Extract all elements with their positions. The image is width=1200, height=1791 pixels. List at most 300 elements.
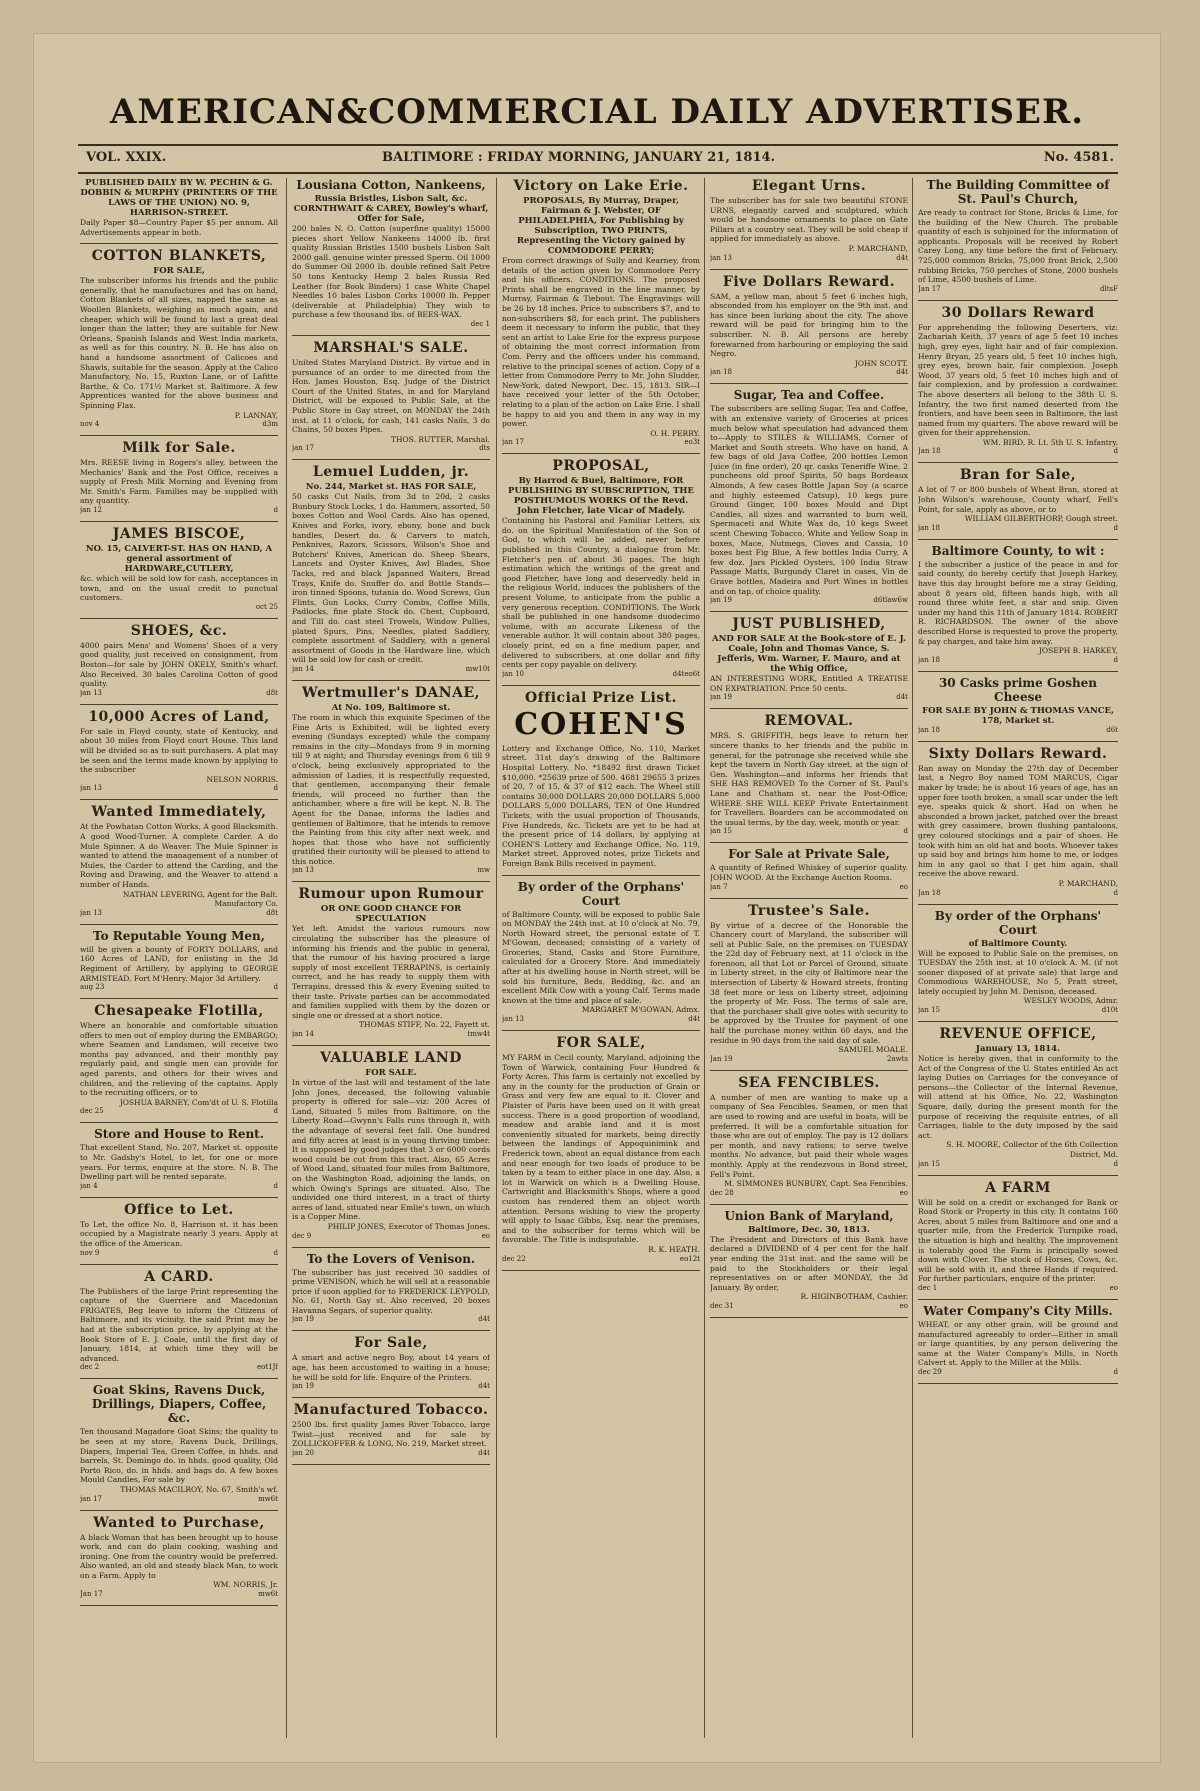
ad-signature: R. HIGINBOTHAM, Cashier. [800, 1292, 908, 1302]
ad-divider [80, 618, 278, 619]
ad-date: jan 13 [80, 688, 102, 697]
advertisement [292, 1335, 490, 1391]
ad-headline: To the Lovers of Venison. [306, 1251, 476, 1266]
ad-headline: VALUABLE LAND [320, 1050, 462, 1066]
ad-headline: By order of the Orphans' Court [517, 879, 685, 908]
ad-headline: Office to Let. [124, 1201, 234, 1218]
advertisement [292, 1050, 490, 1241]
ad-signature: NELSON NORRIS. [206, 774, 278, 784]
ad-headline: Five Dollars Reward. [722, 273, 896, 290]
advertisement [80, 1383, 278, 1503]
ad-body: That excellent Stand, No. 207, Market st. opposite to Mr. Gadsby's Hotel, to let, for one or more years. For terms, enquire at the store. N. B. The Dwelling part will be rented separate. [80, 1143, 278, 1182]
ad-footer [80, 784, 278, 793]
ad-code: d6t [1106, 725, 1118, 734]
ad-divider [710, 611, 908, 612]
ad-subheading: Russia Bristles, Lisbon Salt, &c. CORNTHWAIT & CAREY, Bowley's wharf, Offer for Sale, [293, 194, 489, 224]
advertisement [502, 458, 700, 679]
ad-footer [80, 420, 278, 429]
advertisement [918, 178, 1118, 294]
ad-signature: P. MARCHAND, [1058, 878, 1118, 888]
ad-date: Jan 18 [918, 888, 941, 897]
advertisement [710, 713, 908, 836]
ad-subheading: FOR SALE. [365, 1068, 417, 1078]
ad-signature: R. K. HEATH. [648, 1244, 700, 1254]
ad-body: of Baltimore County, will be exposed to public Sale on MONDAY the 24th inst. at 10 o'clock at No. 79, North Howard street, the personal estate of T. M'Gowan, deceased; consisting of a variety of Groceries, Stand, Casks and Store Furniture, calculated for a Grocery Store. And immediately after at his dwelling house in North street, will be sold his furniture, Beds, Bedding, &c. and an excellent Milk Cow with a young Calf. Terms made known at the time and place of sale. [502, 909, 700, 1005]
ad-headline: Official Prize List. [524, 689, 677, 706]
ad-footer [918, 447, 1118, 456]
ad-code: mw10t [465, 664, 490, 673]
ad-code: d [273, 1181, 278, 1190]
ad-date: Jan 18 [918, 447, 941, 456]
advertisement [710, 616, 908, 702]
ad-headline: Baltimore County, to wit : [931, 543, 1105, 558]
ad-footer [80, 983, 278, 992]
ad-headline: Chesapeake Flotilla, [94, 1003, 264, 1020]
ad-signature: NATHAN LEVERING, Agent for the Balt. Manufactory Co. [122, 889, 278, 909]
ad-headline: JAMES BISCOE, [112, 526, 246, 543]
ad-body: Ran away on Monday the 27th day of December last, a Negro Boy named TOM MARCUS, Cigar maker by trade; he is about 16 years of age, has an upper fore tooth broken, a small scar under the left eye, speaks quick & short. Had on when he absconded a brown jacket, patched over the breast with grey cassimere, brown flushing pantaloons, grey coloured stockings and a pair of shoes. He took with him an old hat and boots. Whoever takes up said boy and brings him home to me, or lodges him in any gaol so that I get him again, shall receive the above reward. [918, 763, 1118, 879]
ad-code: d [1113, 1367, 1118, 1376]
ad-date: nov 9 [80, 1248, 100, 1257]
ad-date: jan 4 [80, 1181, 98, 1190]
advertisement [918, 1304, 1118, 1377]
ad-footer [292, 665, 490, 674]
advertisement [292, 340, 490, 453]
ad-subheading: January 13, 1814. [975, 1044, 1061, 1055]
ad-code: d4t [688, 1015, 700, 1024]
advertisement [80, 929, 278, 992]
advertisement [710, 274, 908, 378]
advertisement [80, 709, 278, 794]
ad-divider [710, 1317, 908, 1318]
ad-code: eo [899, 1301, 908, 1310]
ad-code: d4t [896, 368, 908, 377]
ad-code: d [1113, 523, 1118, 532]
ad-date: dec 2 [80, 1363, 100, 1372]
advertisement [710, 178, 908, 263]
ad-headline: FOR SALE, [556, 1035, 646, 1052]
ad-headline: JUST PUBLISHED, [732, 616, 886, 633]
ad-headline: 30 Dollars Reward [941, 304, 1095, 321]
ad-headline: Manufactured Tobacco. [293, 1402, 489, 1419]
ad-divider [918, 741, 1118, 742]
ad-code: 2awts [886, 1054, 908, 1063]
ad-footer [292, 444, 490, 453]
ad-date: jan 12 [80, 506, 102, 515]
ad-body: Daily Paper $8—Country Paper $5 per annum. All Advertisements appear in both. [80, 218, 278, 237]
ad-divider [710, 1070, 908, 1071]
ad-code: tmw4t [467, 1030, 490, 1038]
ad-code: d [1113, 1159, 1118, 1168]
ad-divider [292, 1330, 490, 1331]
ad-divider [918, 1299, 1118, 1300]
ad-code: d [273, 784, 278, 793]
ad-body: For apprehending the following Deserters, viz: Zachariah Keith, 37 years of age 5 feet 10 inches high, grey eyes, light hair and of fair complexion. Henry Bryan, 25 years old, 5 feet 10 inches high, grey eyes, brown hair, fair complexion. Joseph Wood, 37 years old, 5 feet 10 inches high and of fair complexion, and by profession a cordwainer. The above deserters all belong to the 38th U. S. Infantry, the two first named deserted from the frontiers, and have been seen in Baltimore, the last named from my quarters. The above reward will be given for their apprehension. [918, 322, 1118, 438]
ad-body: The subscriber has just received 30 saddles of prime VENISON, which he will sell at a reasonable price if soon applied for to FREDERICK LEYPOLD, No. 61, North Gay st. Also received, 20 boxes Havanna Segars, of superior quality. [292, 1267, 490, 1315]
column-3 [502, 178, 700, 1738]
ad-divider [918, 904, 1118, 905]
ad-headline: Goat Skins, Ravens Duck, Drillings, Diapers, Coffee, &c. [91, 1383, 267, 1426]
ad-date: jan 19 [710, 693, 732, 702]
ad-body: Will be sold on a credit or exchanged for Bank or Road Stock or Property in this city. It contains 160 Acres, about 5 miles from Baltimore and one and a quarter mile, from the Frederick Turnpike road, the situation is high and healthy. The improvement is tolerably good the Farm is principally sowed down with Clover. The stock of Horses, Cows, &c. will be sold with it, and three Hands if required. For further particulars, enquire of the printer. [918, 1197, 1118, 1284]
ad-body: &c. which will be sold low for cash, acceptances in town, and on the usual credit to punctual customers. [80, 574, 278, 603]
ad-divider [502, 1030, 700, 1031]
advertisement [292, 1402, 490, 1458]
ad-signature: THOMAS STIFF, No. 22, Fayett st. [359, 1020, 490, 1030]
ad-signature: P. MARCHAND, [848, 243, 908, 253]
ad-body: At the Powhatan Cotton Works, A good Blacksmith. A good Wood-Turner. A complete Carder. A do Mule Spinner. A do Weaver. The Mule Spinner is wanted to attend the management of a number of Mules, the Carder to attend the Carding, and the Roving and Drawing, and the Weaver to attend a number of Hands. [80, 822, 278, 889]
ad-signature: S. H. MOORE, Collector of the 6th Collection District, Md. [946, 1140, 1118, 1159]
ad-headline: Victory on Lake Erie. [513, 178, 689, 194]
ad-body: By virtue of a decree of the Honorable the Chancery court of Maryland, the subscriber will sell at Public Sale, on the premises on TUESDAY the 22d day of February next, at 11 o'clock in the forenoon, all that Lot or Parcel of Ground, situate in Liberty street, in the city of Baltimore near the intersection of Liberty & Howard streets, fronting 38 feet more or less on Liberty street, adjoining the property of Mr. Foss. The terms of sale are, that the purchaser shall give notes with security to be approved by the Trustee for payment of one half the purchase money within 60 days, and the residue in 90 days from the said day of sale. [710, 920, 908, 1045]
ad-body: Will be exposed to Public Sale on the premises, on TUESDAY the 25th inst. at 10 o'clock A. M. (if not sooner disposed of at private sale) that large and Commodious WAREHOUSE, No 5, Pratt street, lately occupied by John M. Denison, deceased. [918, 948, 1118, 996]
ad-headline: REVENUE OFFICE, [939, 1026, 1097, 1043]
ad-body: WHEAT, or any other grain, will be ground and manufactured agreeably to order—Either in small or large quantities, by any person delivering the same at the Water Company's Mills, in North Calvert st. Apply to the Miller at the Mills. [918, 1319, 1118, 1368]
ad-headline: Wanted Immediately, [91, 804, 267, 821]
advertisement [292, 464, 490, 674]
ad-date: jan 17 [292, 444, 314, 453]
ad-signature: JOHN SCOTT. [854, 358, 908, 368]
ad-headline: Rumour upon Rumour [298, 886, 484, 903]
advertisement [80, 1269, 278, 1373]
ad-code: d [273, 983, 278, 992]
ad-headline: Milk for Sale. [122, 440, 236, 457]
ad-signature: WM. NORRIS, Jr. [213, 1580, 278, 1590]
ad-date: dec 1 [918, 1283, 938, 1292]
ad-footer [80, 1363, 278, 1372]
ad-date: jan 7 [710, 882, 728, 891]
advertisement [80, 623, 278, 698]
column-1 [80, 178, 278, 1738]
ad-subheading: FOR SALE, [153, 266, 205, 277]
ad-headline: Bran for Sale, [959, 467, 1077, 484]
ad-body: In virtue of the last will and testament of the late John Jones, deceased, the following valuable property is offered for sale—viz: 200 Acres of Land, Situated 5 miles from Baltimore, on the Liberty Road—Gwynn's Falls runs through it, with the advantage of several feet fall. One hundred and fifty acres at least is in young thriving timber. It is supposed by good judges that 3 or 6000 cords wood could be cut from this tract. Also, 65 Acres of Wood Land, situated four miles from Baltimore, on the Washington Road, adjoining the lands, on which Owing's Springs are situated. Also, The undivided one third interest, in a tract of thirty acres of land, situated near Emlie's town, on which is a Copper Mine. [292, 1078, 490, 1222]
ad-divider [292, 459, 490, 460]
ad-headline: SEA FENCIBLES. [738, 1074, 880, 1091]
ad-divider [80, 998, 278, 999]
advertisement [710, 1209, 908, 1311]
ad-code: dec 1 [470, 319, 490, 328]
advertisement [292, 886, 490, 1039]
masthead-title: AMERICAN&COMMERCIAL DAILY ADVERTISER. [109, 92, 1085, 132]
ad-footer [710, 1055, 908, 1064]
ad-date: dec 31 [710, 1301, 734, 1310]
masthead-rule-top [78, 144, 1118, 146]
ad-divider [292, 335, 490, 336]
advertisement [80, 526, 278, 612]
ad-date: jan 17 [80, 1494, 102, 1503]
ad-headline: Wanted to Purchase, [93, 1514, 265, 1531]
ad-signature: PHILIP JONES, Executor of Thomas Jones. [327, 1221, 490, 1231]
ad-code: eo [899, 882, 908, 891]
ad-code: mw6t [258, 1590, 278, 1599]
ad-divider [502, 875, 700, 876]
ad-footer [292, 866, 490, 875]
ad-divider [918, 539, 1118, 540]
ad-footer [80, 1182, 278, 1191]
ad-divider [80, 521, 278, 522]
ad-footer [292, 1030, 490, 1039]
ad-divider [80, 435, 278, 436]
ad-subheading: FOR SALE BY JOHN & THOMAS VANCE, 178, Market st. [922, 705, 1114, 726]
ad-body: The subscriber has for sale two beautiful STONE URNS, elegantly carved and sculptured, which would be handsome ornaments to place on Gate Pillars at a country seat. They will be sold cheap if applied for immediately as above. [710, 196, 908, 244]
column-4 [710, 178, 908, 1738]
ad-code: d4t [896, 253, 908, 262]
ad-footer [80, 689, 278, 698]
ad-divider [710, 383, 908, 384]
ad-footer [918, 656, 1118, 665]
ad-footer [292, 1232, 490, 1241]
ad-body: MY FARM in Cecil county, Maryland, adjoining the Town of Warwick, containing Four Hundred & Forty Acres. This farm is certainly not excelled by any in the county for the production of Grain or Grass and very few are equal to it. Clover and Plaister of Paris have been used on it with great success. There is a good proportion of woodland, meadow and arable land and it is most conveniently situated for markets, being directly between the landings of Appoquinimink and Frederick town, about an equal distance from each and near enough for two loads of produce to be taken by a team to either place in one day. Also, a lot in Warwick on which is a Dwelling House, Cartwright and Blacksmith's Shops, where a good custom has rendered them an object worth attention. Persons wishing to view the property will apply to Isaac Gibbs, Esq. near the premises, and to the subscriber for terms which will be favorable. The Title is indisputable. [502, 1053, 700, 1245]
ad-divider [292, 680, 490, 681]
ad-footer [292, 1315, 490, 1324]
ad-headline: Lemuel Ludden, jr. [312, 464, 470, 481]
advertisement [710, 903, 908, 1064]
ad-footer [80, 603, 278, 612]
advertisement [80, 1202, 278, 1258]
ad-headline: COTTON BLANKETS, [91, 248, 267, 265]
ad-divider [80, 243, 278, 244]
ad-headline: Trustee's Sale. [748, 902, 870, 919]
ad-subheading: Baltimore, Dec. 30, 1813. [748, 1224, 870, 1235]
advertisement [710, 1075, 908, 1198]
advertisement [710, 847, 908, 891]
ad-divider [80, 1605, 278, 1606]
ad-date: jan 15 [710, 827, 732, 836]
advertisement [918, 467, 1118, 532]
ad-body: I the subscriber a justice of the peace in and for said county, do hereby certify that Joseph Harkey, have this day brought before me a stray Gelding, about 8 years old, fifteen hands high, with all round three white feet, a star and snip. Given under my hand this 11th of January 1814. ROBERT R. RICHARDSON. The owner of the above described Horse is requested to prove the property, & pay charges, and take him away. [918, 559, 1118, 646]
advertisement [918, 544, 1118, 665]
advertisement [918, 305, 1118, 457]
ad-footer [918, 1284, 1118, 1293]
ad-date: jan 14 [292, 1030, 314, 1038]
ad-footer [292, 320, 490, 329]
ad-date: jan 18 [710, 368, 732, 377]
ad-code: d [1113, 655, 1118, 664]
ad-body: will be given a bounty of FORTY DOLLARS, and 160 Acres of LAND, for enlisting in the 3d Regiment of Artillery, by applying to GEORGE ARMISTEAD, Fort M'Henry. Major 3d Artillery. [80, 944, 278, 983]
advertisement [292, 178, 490, 329]
ad-footer [918, 1006, 1118, 1015]
ad-footer [710, 827, 908, 836]
ad-divider [918, 300, 1118, 301]
ad-date: jan 13 [80, 908, 102, 917]
advertisement [502, 178, 700, 447]
ad-body: A quantity of Refined Whiskey of superior quality. JOHN WOOD. At the Exchange Auction Rooms. [710, 863, 908, 882]
ad-divider [502, 685, 700, 686]
ad-headline: Wertmuller's DANAE, [302, 684, 480, 701]
ad-code: d4teo6t [672, 669, 700, 678]
ad-headline: SHOES, &c. [130, 622, 228, 639]
ad-date: dec 22 [502, 1254, 526, 1263]
ad-body: 2500 lbs. first quality James River Tobacco, large Twist—just received and for sale by ZOLLICKOFFER & LONG, No. 219, Market street. [292, 1420, 490, 1449]
ad-body: The Publishers of the large Print representing the capture of the Guerriere and Macedonian FRIGATES, Beg leave to inform the Citizens of Baltimore, and its vicinity, the said Print may be had at the subscription price, by applying at the Book Store of E. J. Coale, until the first day of January, 1814, at which time they will be advanced. [80, 1286, 278, 1363]
ad-headline: A FARM [985, 1179, 1051, 1196]
ad-footer [80, 1249, 278, 1258]
ad-footer [918, 726, 1118, 735]
advertisement [502, 1035, 700, 1263]
dateline-bar [82, 150, 1118, 172]
ad-footer [292, 1382, 490, 1391]
ad-body: The President and Directors of this Bank have declared a DIVIDEND of 4 per cent for the half year ending the 31st inst. and the same will be paid to the Stockholders or their legal representatives on or after MONDAY, the 3d January. By order, [710, 1234, 908, 1292]
ad-divider [80, 1122, 278, 1123]
ad-headline: For Sale at Private Sale, [728, 847, 890, 862]
ad-footer [502, 438, 700, 447]
ad-divider [918, 462, 1118, 463]
ad-signature: WILLIAM GILBERTHORP, Gough street. [964, 514, 1118, 524]
ad-code: d [1113, 447, 1118, 456]
ad-date: jan 18 [918, 655, 940, 664]
ad-code: mw6t [258, 1494, 278, 1503]
advertisement [918, 676, 1118, 735]
ad-date: jan 18 [918, 725, 940, 734]
ad-body: A smart and active negro Boy, about 14 years of age, has been accustomed to waiting in a house; he will be sold for life. Enquire of the Printers. [292, 1353, 490, 1382]
ad-divider [292, 1247, 490, 1248]
ad-date: dec 9 [292, 1231, 312, 1240]
ad-date: jan 19 [292, 1382, 314, 1391]
ad-code: dltsF [1100, 284, 1118, 293]
ad-headline: Lousiana Cotton, Nankeens, [296, 178, 486, 192]
ad-headline: Elegant Urns. [751, 178, 867, 194]
ad-body: Where an honorable and comfortable situation offers to men out of employ during the EMBARGO; where Seamen and Landsmen, will receive two months pay advanced, and their monthly pay regularly paid, and single men can provide for aged parents, and others for their wives and children, and the relieving of the captains. Apply to the recruiting officers, or to [80, 1021, 278, 1098]
ad-subheading: PROPOSALS, By Murray, Draper, Fairman & J. Webster, OF PHILADELPHIA, For Publishing by Subscription, TWO PRINTS, Representing the Victory gained by COMMODORE PERRY; [516, 196, 686, 256]
ad-footer [80, 1495, 278, 1504]
ad-signature: P. LANNAY, [234, 410, 278, 420]
ad-footer [918, 1368, 1118, 1377]
ad-divider [80, 1378, 278, 1379]
ad-subheading: NO. 15, CALVERT-ST. HAS ON HAND, A general assortment of HARDWARE,CUTLERY, [85, 544, 273, 575]
ad-body: The room in which this exquisite Specimen of the Fine Arts is Exhibited, will be lighted every evening (Sundays excepted) while the company remains in the city—Mondays from 9 in morning till 9 at night; and Thursday evenings from 6 till 9 o'clock, being exclusively appropriated to the admission of Ladies, it is respectfully requested, that gentlemen, accompanying their female friends, will proceed no further than the antichamber, where a fire will be kept. N. B. The Agent for the Danae, informs the ladies and gentlemen of Baltimore, that he intends to remove the Painting from this city after next week, and hopes that those who have not sufficiently gratified their curiosity will be pleased to attend to this notice. [292, 712, 490, 866]
ad-subheading: PUBLISHED DAILY BY W. PECHIN & G. DOBBIN & MURPHY (PRINTERS OF THE LAWS OF THE UNION) NO. 9, HARRISON-STREET. [80, 178, 278, 218]
ad-divider [80, 924, 278, 925]
ad-headline: Union Bank of Maryland, [724, 1208, 894, 1223]
ad-headline: For Sale, [354, 1335, 428, 1352]
date-label: BALTIMORE : FRIDAY MORNING, JANUARY 21, 1814. [382, 150, 776, 165]
ad-body: A number of men are wanting to make up a company of Sea Fencibles. Seamen, or men that are used to rowing and are useful in boats, will be preferred. It will be a comfortable situation for those who are out of employ. The pay is 12 dollars per month, and navy rations; to serve twelve months. No advance, but paid their whole wages monthly. Apply at the rendezvous in Bond street, Fell's Point. [710, 1092, 908, 1179]
ad-code: eo [1109, 1283, 1118, 1292]
ad-divider [710, 842, 908, 843]
columns [80, 178, 1120, 1738]
ad-headline: 30 Casks prime Goshen Cheese [938, 675, 1098, 704]
ad-code: d [903, 827, 908, 836]
ad-headline: By order of the Orphans' Court [934, 908, 1102, 937]
ad-code: eo12t [679, 1254, 700, 1263]
ad-divider [292, 881, 490, 882]
advertisement [502, 880, 700, 1025]
ad-code: d [273, 1107, 278, 1116]
ad-code: mw [477, 866, 490, 875]
ad-body: Notice is hereby given, that in conformity to the Act of the Congress of the U. States entitled An act laying Duties on Carriages for the conveyance of persons—the Collector of the Internal Revenue, will attend at his Office, No. 22, Washington Square, daily, during the present month for the purpose of receiving the requisite entries, of all Carriages, liable to the duty imposed by the said act. [918, 1054, 1118, 1140]
ad-code: d4t [478, 1382, 490, 1391]
ad-headline: A CARD. [144, 1268, 214, 1285]
ad-divider [292, 1397, 490, 1398]
ad-date: jan 13 [502, 1015, 524, 1024]
ad-body: AN INTERESTING WORK, Entitled A TREATISE ON EXPATRIATION. Price 50 cents. [710, 674, 908, 693]
ad-signature: THOMAS MACILROY, No. 67, Smith's wf. [120, 1484, 278, 1494]
ad-body: A lot of 7 or 800 bushels of Wheat Bran, stored at John Wilson's warehouse, County wharf, Fell's Point, for sale, apply as above, or to [918, 485, 1118, 514]
advertisement [80, 248, 278, 429]
ad-code: d [1113, 888, 1118, 897]
masthead-rule-bottom [78, 172, 1118, 174]
ad-code: d4t [478, 1315, 490, 1324]
ad-headline: The Building Committee of St. Paul's Church, [926, 178, 1110, 206]
ad-divider [292, 1464, 490, 1465]
ad-footer [710, 368, 908, 377]
ad-footer [710, 693, 908, 702]
ad-divider [918, 1175, 1118, 1176]
ad-date: jan 20 [292, 1449, 314, 1458]
ad-footer [710, 1189, 908, 1198]
ad-body: 200 bales N. O. Cotton (superfine quality) 15000 pieces short Yellow Nankeens 14000 lb. first quality Russian Bristles 1500 bushels Lisbon Salt 2000 gall. genuine winter pressed Sperm. Oil 1000 do Summer Oil 2000 lb. double refined Salt Petre 50 tons Kentucky Hemp 2 bales Russia Red Leather (for Book Binders) 1 case White Chapel Needles 10 bales Lisbon Corks 10000 lb. Pepper (deliverable at Philadelphia) They wish to purchase a few thousand lbs. of BEES-WAX. [292, 224, 490, 320]
ad-subheading: No. 244, Market st. HAS FOR SALE, [305, 482, 477, 493]
ad-signature: WESLEY WOODS, Admr. [1023, 996, 1118, 1006]
advertisement [918, 1026, 1118, 1169]
ad-signature: M. SIMMONES BUNBURY, Capt. Sea Fencibles. [724, 1179, 908, 1189]
ad-headline: Water Company's City Mills. [923, 1303, 1113, 1318]
ad-code: eo3t [684, 438, 700, 447]
ad-footer [292, 1449, 490, 1458]
ad-footer [710, 883, 908, 892]
advertisement [80, 1003, 278, 1116]
ad-footer [502, 1255, 700, 1264]
ad-divider [80, 799, 278, 800]
ad-body: 4000 pairs Mens' and Womens' Shoes of a very good quality, just received on consignment, from Boston—for sale by JOHN OKELY, Smith's wharf. Also Received. 30 bales Carolina Cotton of good quality. [80, 640, 278, 689]
advertisement [80, 178, 278, 237]
ad-body: For sale in Floyd county, state of Kentucky, and about 30 miles from Floyd court House. This land will be divided so as to suit purchasers. A plat may be seen and the terms made known by applying to the subscriber [80, 726, 278, 775]
ad-body: Containing his Pastoral and Familiar Letters, six do. on the Spiritual Manifestation of the Son of God, to which will be added, never before published in this Country, a dialogue from Mr. Fletcher's pen of about 36 pages. The high estimation which the writings of the great and good Fletcher, have long and deservedly held in the religious World, induces the publishers of the present Volume, to anticipate from the public a very generous reception. CONDITIONS. The Work shall be published in one handsome duodecimo volume, with an accurate Likeness of the venerable author. It will contain about 380 pages, closely print, ed on a fine medium paper, and delivered to subscribers, at one dollar and fifty cents per copy payable on delivery. [502, 516, 700, 670]
ad-date: aug 23 [80, 983, 105, 992]
ad-body: A black Woman that has been brought up to house work, and can do plain cooking, washing and ironing. One from the country would be preferred. Also wanted, an old and steady black Man, to work on a Farm. Apply to [80, 1532, 278, 1580]
ad-code: d8t [266, 688, 278, 697]
ad-divider [710, 1204, 908, 1205]
ad-code: oct 25 [255, 602, 278, 611]
ad-date: jan 18 [918, 523, 940, 532]
ad-divider [502, 1270, 700, 1271]
ad-footer [80, 506, 278, 515]
ad-subheading: AND FOR SALE At the Book-store of E. J. Coale, John and Thomas Vance, S. Jefferis, Wm. Warner, F. Mauro, and at the Whig Office, [712, 634, 906, 675]
ad-date: jan 15 [918, 1006, 940, 1015]
ad-signature: THOS. RUTTER, Marshal. [390, 434, 490, 444]
ad-date: dec 25 [80, 1107, 104, 1116]
ad-code: d [273, 1248, 278, 1257]
ad-divider [80, 1510, 278, 1511]
ad-date: Jan 19 [710, 1054, 733, 1063]
ad-body: SAM, a yellow man, about 5 feet 6 inches high, absconded from his employer on the 9th inst. and has since been lurking about the city. The above reward will be paid for bringing him to the subscriber. N. B. All persons are hereby forewarned from harbouring or employing the said Negro. [710, 291, 908, 359]
ad-footer [80, 1590, 278, 1599]
ad-signature: MARGARET M'GOWAN, Admx. [581, 1005, 700, 1015]
column-5 [918, 178, 1118, 1738]
ad-date: jan 17 [502, 438, 524, 447]
ad-divider [80, 704, 278, 705]
ad-divider [710, 898, 908, 899]
ad-date: Jan 17 [80, 1590, 103, 1599]
ad-signature: JOSHUA BARNEY, Com'dt of U. S. Flotilla [119, 1097, 278, 1107]
ad-divider [918, 671, 1118, 672]
advertisement [292, 685, 490, 876]
ad-footer [918, 1160, 1118, 1169]
ad-footer [80, 909, 278, 918]
ad-body: From correct drawings of Sully and Kearney, from details of the action given by Commodore Perry and his officers. CONDITIONS. The proposed Prints shall be engraved in the line manner, by Murray, Fairman & Tiebout. The Engravings will be 26 by 18 inches. Price to subscribers $7, and to non-subscribers $8, for each print. The publishers deem it necessary to inform the public, that they sent an artist to Lake Erie for the express purpose of obtaining the most correct information from Com. Perry and the officers under his command, relative to the principal scenes of action. Copy of a letter from Commodore Perry to Mr. John Sludder, New-York, dated Newport, Dec. 15, 1813. SIR—I have received your letter of the 5th October, relating to a plan of the action on Lake Erie. I shall be happy to aid you and them in any way in my power. [502, 256, 700, 429]
ad-date: jan 10 [502, 669, 524, 678]
volume-label: VOL. XXIX. [86, 150, 167, 165]
ad-date: Jan 17 [918, 284, 941, 293]
ad-date: dec 28 [710, 1188, 734, 1197]
ad-body: United States Maryland District. By virtue and in pursuance of an order to me directed from the Hon. James Houston, Esq. Judge of the District Court of the United States, in and for Maryland District, will be exposed to Public Sale, at the Public Store in Gay street, on MONDAY the 24th inst. at 11 o'clock, for cash, 141 casks Nails, 3 do Chains, 50 boxes Pipes. [292, 357, 490, 435]
ad-date: dec 29 [918, 1367, 942, 1376]
ad-code: d6tlaw6w [873, 596, 908, 605]
ad-headline: Sixty Dollars Reward. [928, 745, 1108, 762]
ad-code: d [273, 506, 278, 515]
ad-signature: JOSEPH B. HARKEY, [1038, 646, 1118, 656]
